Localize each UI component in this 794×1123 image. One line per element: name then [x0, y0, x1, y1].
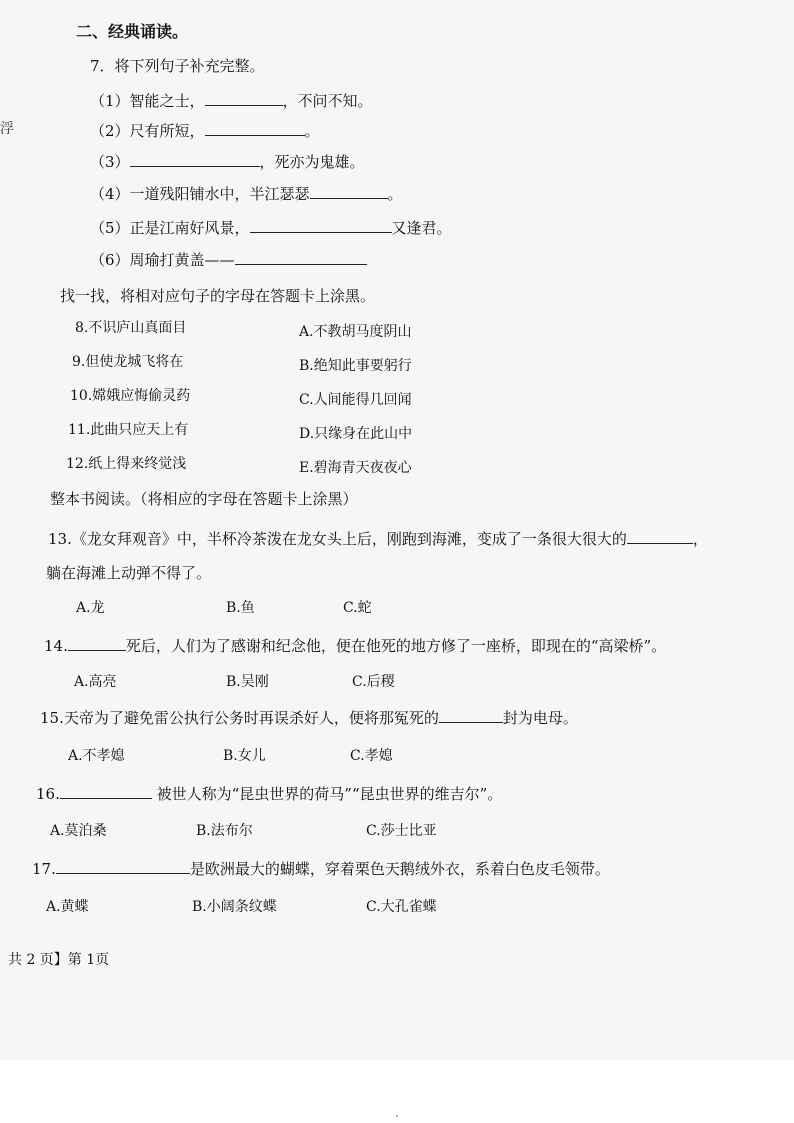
match-left-item: 10.嫦娥应悔偷灵药 [70, 388, 191, 404]
q13-option: C.蛇 [343, 600, 372, 616]
page-edge-character: 浮 [0, 121, 14, 137]
q14-number: 14. [44, 637, 68, 655]
q17-option: C.大孔雀蝶 [366, 899, 437, 915]
q7-item-4 [90, 184, 403, 204]
q7-item-2 [90, 121, 320, 141]
q7-item-1 [90, 91, 373, 111]
q7-item-4-post: 。 [387, 185, 403, 203]
q7-item-1-post: ，不问不知。 [282, 92, 373, 110]
q17-number: 17. [32, 860, 56, 878]
answer-blank[interactable] [627, 529, 693, 544]
match-left-item: 11.此曲只应天上有 [68, 422, 189, 438]
q16-option: C.莎士比亚 [366, 823, 437, 839]
match-right-item: A.不教胡马度阴山 [299, 324, 412, 340]
q16-option: B.法布尔 [196, 823, 253, 839]
q15-text-end: 封为电母。 [502, 709, 578, 727]
match-left-item: 9.但使龙城飞将在 [72, 354, 184, 370]
q17-option: A.黄蝶 [46, 899, 89, 915]
answer-blank[interactable] [205, 121, 305, 136]
q7-item-4-pre: （4）一道残阳铺水中，半江瑟瑟 [90, 185, 310, 203]
answer-blank[interactable] [68, 636, 126, 651]
q15-option: C.孝媳 [350, 748, 393, 764]
q16-number: 16. [36, 785, 60, 803]
book-instruction: 整本书阅读。（将相应的字母在答题卡上涂黑） [50, 490, 358, 508]
page-margin [0, 1060, 794, 1123]
q17-option: B.小阔条纹蝶 [192, 899, 277, 915]
q15-line [40, 708, 578, 728]
q14-line [44, 636, 666, 656]
scan-speck [396, 1115, 398, 1117]
q14-option: C.后稷 [352, 674, 395, 690]
q7-item-2-pre: （2）尺有所短， [90, 122, 205, 140]
section-title: 二、经典诵读。 [76, 22, 189, 41]
q13-text: 13.《龙女拜观音》中，半杯冷茶泼在龙女头上后，刚跑到海滩，变成了一条很大很大的 [48, 530, 627, 548]
q7-item-3-post: ，死亦为鬼雄。 [259, 153, 365, 171]
q7-item-2-post: 。 [304, 122, 320, 140]
answer-blank[interactable] [235, 250, 367, 265]
answer-blank[interactable] [310, 184, 388, 199]
q7-item-5-post: 又逢君。 [391, 219, 452, 237]
q17-text: 是欧洲最大的蝴蝶，穿着栗色天鹅绒外衣，系着白色皮毛领带。 [189, 860, 610, 878]
q13-line1 [48, 529, 708, 549]
q7-item-5 [90, 218, 452, 238]
q7-item-3-pre: （3） [90, 153, 130, 171]
q13-option: A.龙 [76, 600, 105, 616]
q14-text: 死后，人们为了感谢和纪念他，便在他死的地方修了一座桥，即现在的“高梁桥”。 [125, 637, 667, 655]
q14-option: B.吴刚 [226, 674, 269, 690]
match-instruction: 找一找，将相对应句子的字母在答题卡上涂黑。 [60, 287, 376, 305]
answer-blank[interactable] [250, 218, 392, 233]
q16-line [36, 784, 502, 804]
q13-line2: 躺在海滩上动弹不得了。 [46, 564, 212, 582]
q13-option: B.鱼 [226, 600, 255, 616]
answer-blank[interactable] [439, 708, 503, 723]
q15-option: B.女儿 [223, 748, 266, 764]
q13-comma: ， [692, 530, 708, 548]
q7-stem: 7．将下列句子补充完整。 [90, 57, 265, 75]
q7-item-1-pre: （1）智能之士， [90, 92, 205, 110]
match-right-item: D.只缘身在此山中 [299, 426, 413, 442]
q15-text: 15.天帝为了避免雷公执行公务时再误杀好人，便将那冤死的 [40, 709, 439, 727]
q16-text: 被世人称为“昆虫世界的荷马”“昆虫世界的维吉尔”。 [156, 785, 503, 803]
answer-blank[interactable] [56, 859, 190, 874]
match-left-item: 12.纸上得来终觉浅 [66, 456, 187, 472]
match-left-item: 8.不识庐山真面目 [75, 320, 187, 336]
q17-line [32, 859, 610, 879]
page-footer: 共 2 页】第 1页 [8, 952, 110, 968]
answer-blank[interactable] [130, 152, 260, 167]
answer-blank[interactable] [60, 784, 152, 799]
q15-option: A.不孝媳 [68, 748, 125, 764]
q14-option: A.高亮 [74, 674, 117, 690]
match-right-item: B.绝知此事要躬行 [299, 358, 412, 374]
match-right-item: E.碧海青天夜夜心 [299, 460, 412, 476]
q7-item-6-pre: （6）周瑜打黄盖—— [90, 251, 235, 269]
q16-option: A.莫泊桑 [50, 823, 107, 839]
q7-item-5-pre: （5）正是江南好风景， [90, 219, 250, 237]
q7-item-3 [90, 152, 365, 172]
q7-item-6 [90, 250, 367, 270]
answer-blank[interactable] [205, 91, 283, 106]
match-right-item: C.人间能得几回闻 [299, 392, 412, 408]
